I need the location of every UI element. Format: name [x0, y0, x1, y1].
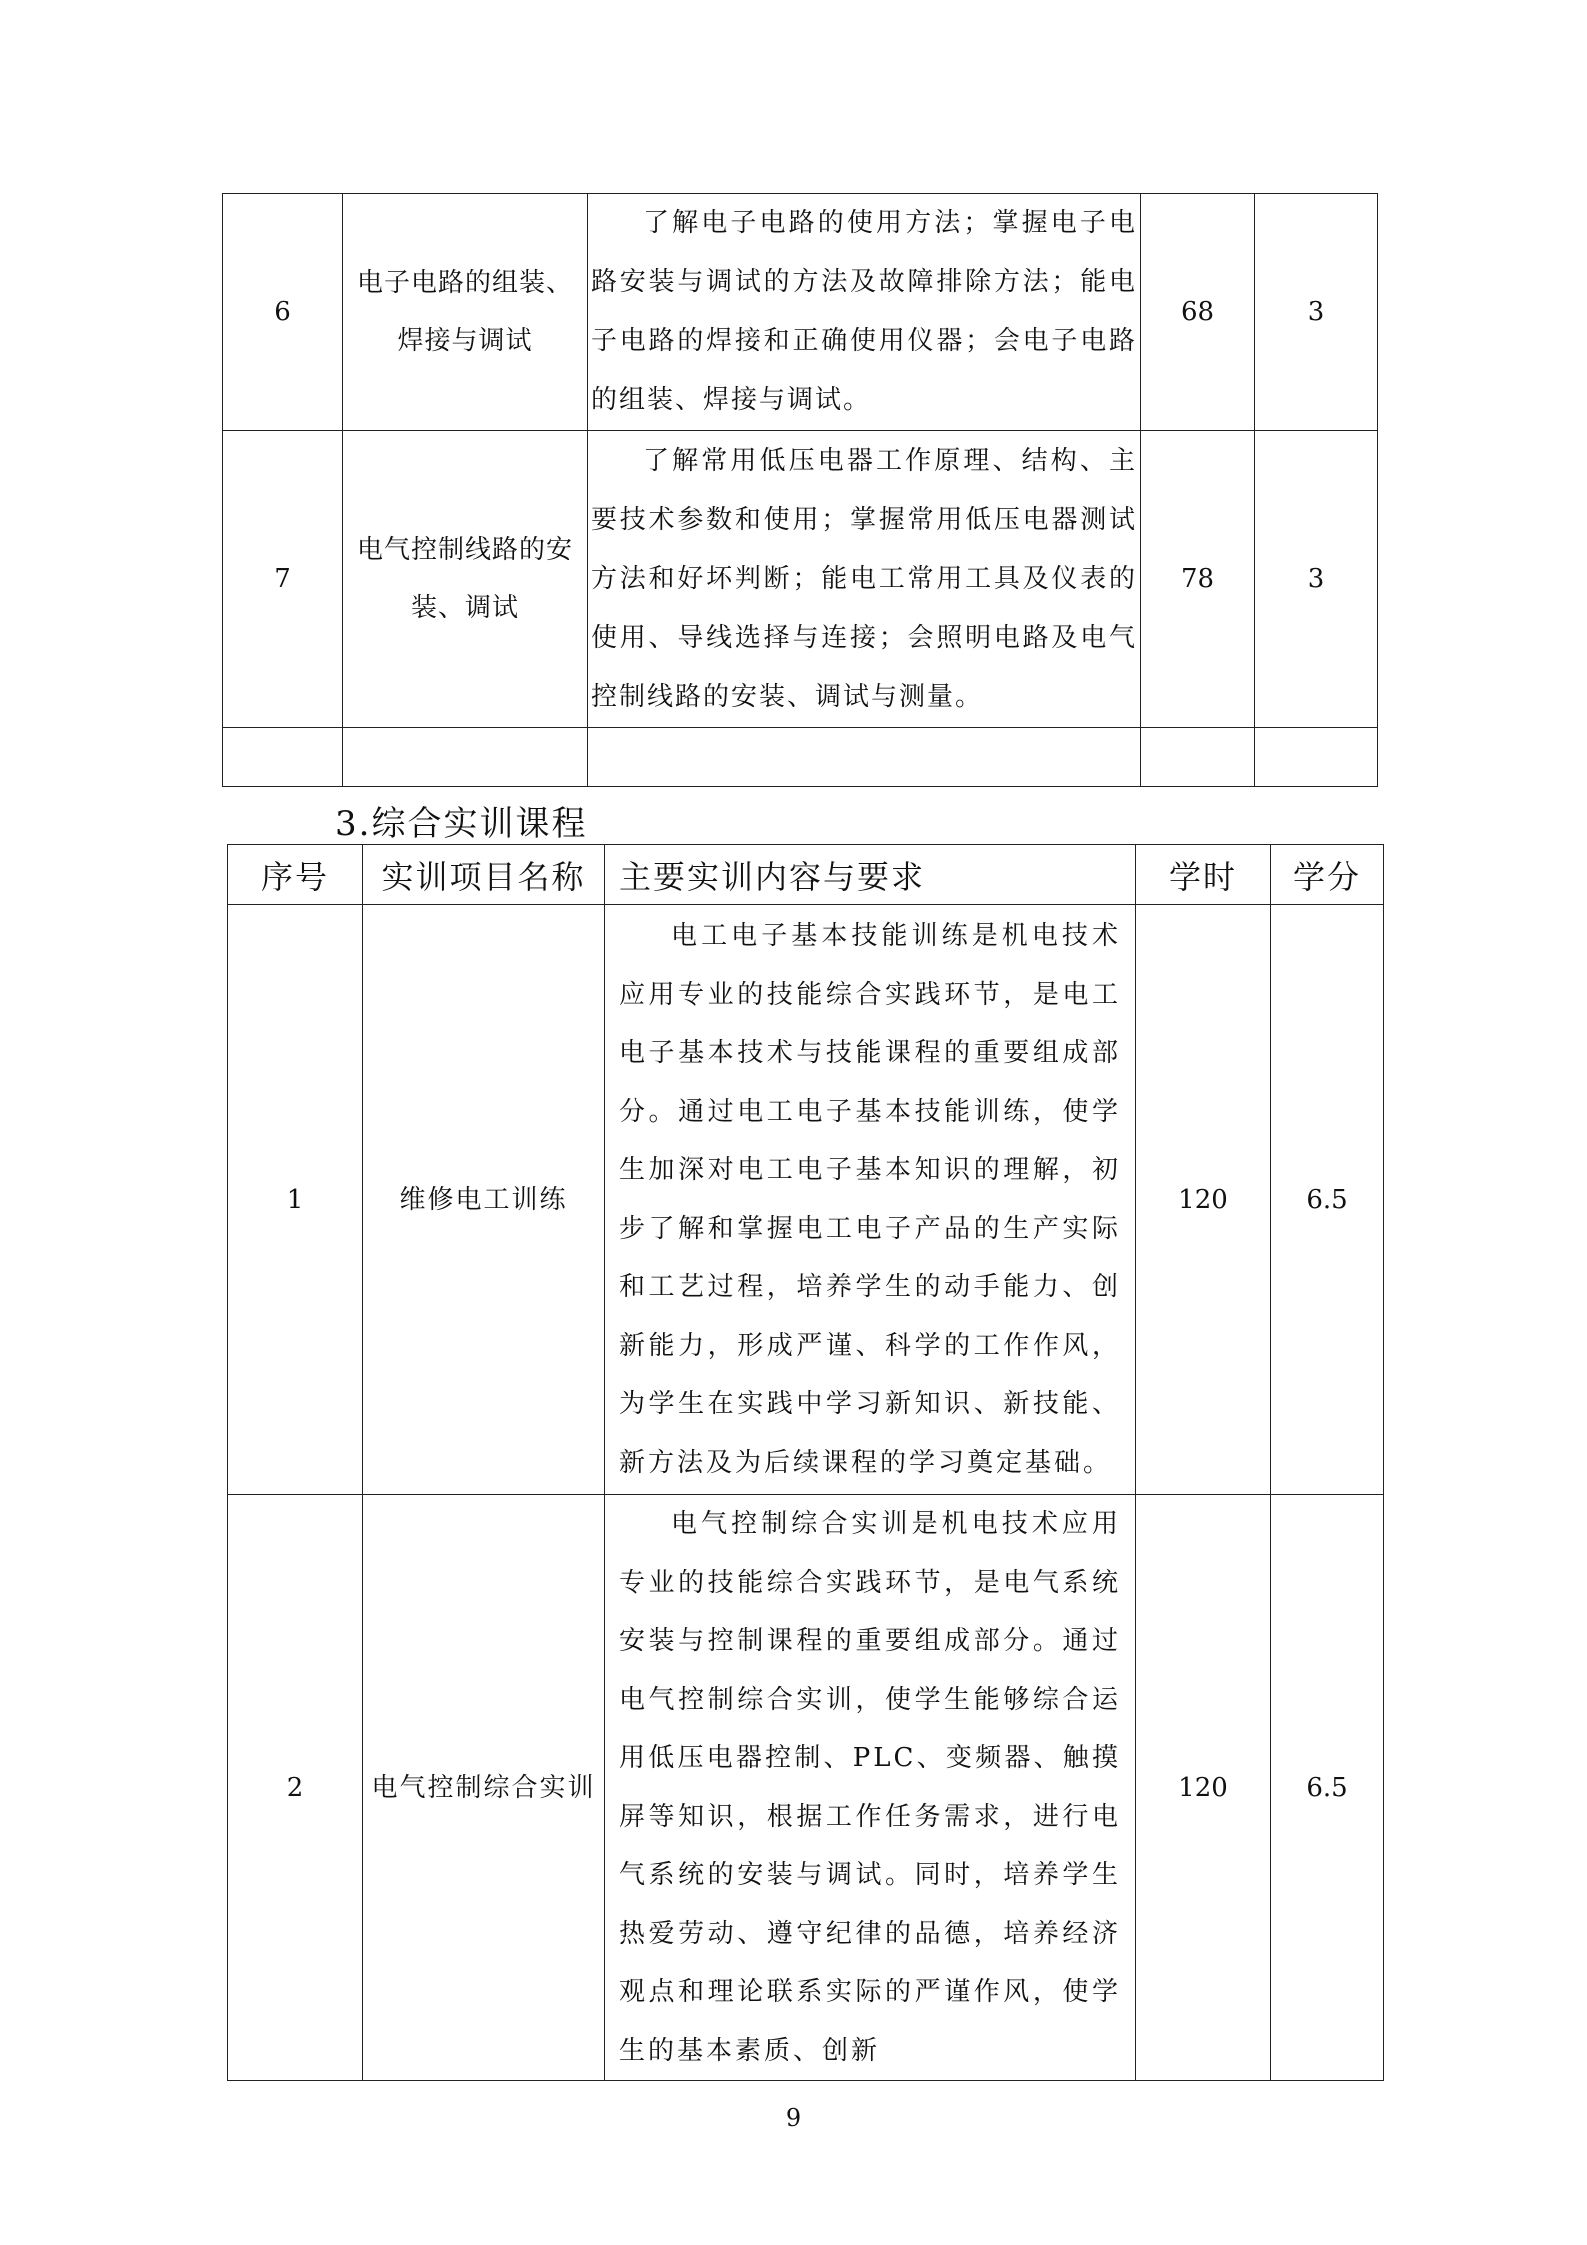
training-name: 维修电工训练 [363, 905, 605, 1495]
course-credits: 3 [1255, 194, 1378, 431]
course-table-continued [222, 193, 1378, 787]
course-name: 电气控制线路的安装、调试 [343, 431, 588, 728]
section-heading: 3.综合实训课程 [335, 804, 588, 844]
table-row [223, 431, 1378, 728]
training-content: 电气控制综合实训是机电技术应用专业的技能综合实践环节，是电气系统安装与控制课程的重要组成部分。通过电气控制综合实训，使学生能够综合运用低压电器控制、PLC、变频器、触摸屏等知识，根据工作任务需求，进行电气系统的安装与调试。同时，培养学生热爱劳动、遵守纪律的品德，培养经济观点和理论联系实际的严谨作风，使学生的基本素质、创新 [605, 1495, 1136, 2081]
header-hours: 学时 [1136, 845, 1271, 905]
course-name: 电子电路的组装、焊接与调试 [343, 194, 588, 431]
empty-cell [1255, 728, 1378, 787]
training-credits: 6.5 [1271, 905, 1384, 1495]
table-row [228, 1495, 1384, 2081]
row-number: 2 [228, 1495, 363, 2081]
row-number: 1 [228, 905, 363, 1495]
table-header-row [228, 845, 1384, 905]
course-hours: 78 [1141, 431, 1255, 728]
table-row [228, 905, 1384, 1495]
empty-row [223, 728, 1378, 787]
empty-cell [343, 728, 588, 787]
empty-cell [588, 728, 1141, 787]
header-content: 主要实训内容与要求 [605, 845, 1136, 905]
row-number: 6 [223, 194, 343, 431]
training-name: 电气控制综合实训 [363, 1495, 605, 2081]
header-num: 序号 [228, 845, 363, 905]
training-credits: 6.5 [1271, 1495, 1384, 2081]
header-credits: 学分 [1271, 845, 1384, 905]
comprehensive-training-table [227, 844, 1384, 2081]
training-content: 电工电子基本技能训练是机电技术应用专业的技能综合实践环节，是电工电子基本技术与技能课程的重要组成部分。通过电工电子基本技能训练，使学生加深对电工电子基本知识的理解，初步了解和掌握电工电子产品的生产实际和工艺过程，培养学生的动手能力、创新能力，形成严谨、科学的工作作风，为学生在实践中学习新知识、新技能、新方法及为后续课程的学习奠定基础。 [605, 905, 1136, 1495]
page-number: 9 [785, 2104, 802, 2132]
header-name: 实训项目名称 [363, 845, 605, 905]
empty-cell [1141, 728, 1255, 787]
course-content: 了解电子电路的使用方法；掌握电子电路安装与调试的方法及故障排除方法；能电子电路的焊接和正确使用仪器；会电子电路的组装、焊接与调试。 [588, 194, 1141, 431]
course-credits: 3 [1255, 431, 1378, 728]
empty-cell [223, 728, 343, 787]
training-hours: 120 [1136, 905, 1271, 1495]
course-hours: 68 [1141, 194, 1255, 431]
course-content: 了解常用低压电器工作原理、结构、主要技术参数和使用；掌握常用低压电器测试方法和好坏判断；能电工常用工具及仪表的使用、导线选择与连接；会照明电路及电气控制线路的安装、调试与测量。 [588, 431, 1141, 728]
training-hours: 120 [1136, 1495, 1271, 2081]
row-number: 7 [223, 431, 343, 728]
table-row [223, 194, 1378, 431]
